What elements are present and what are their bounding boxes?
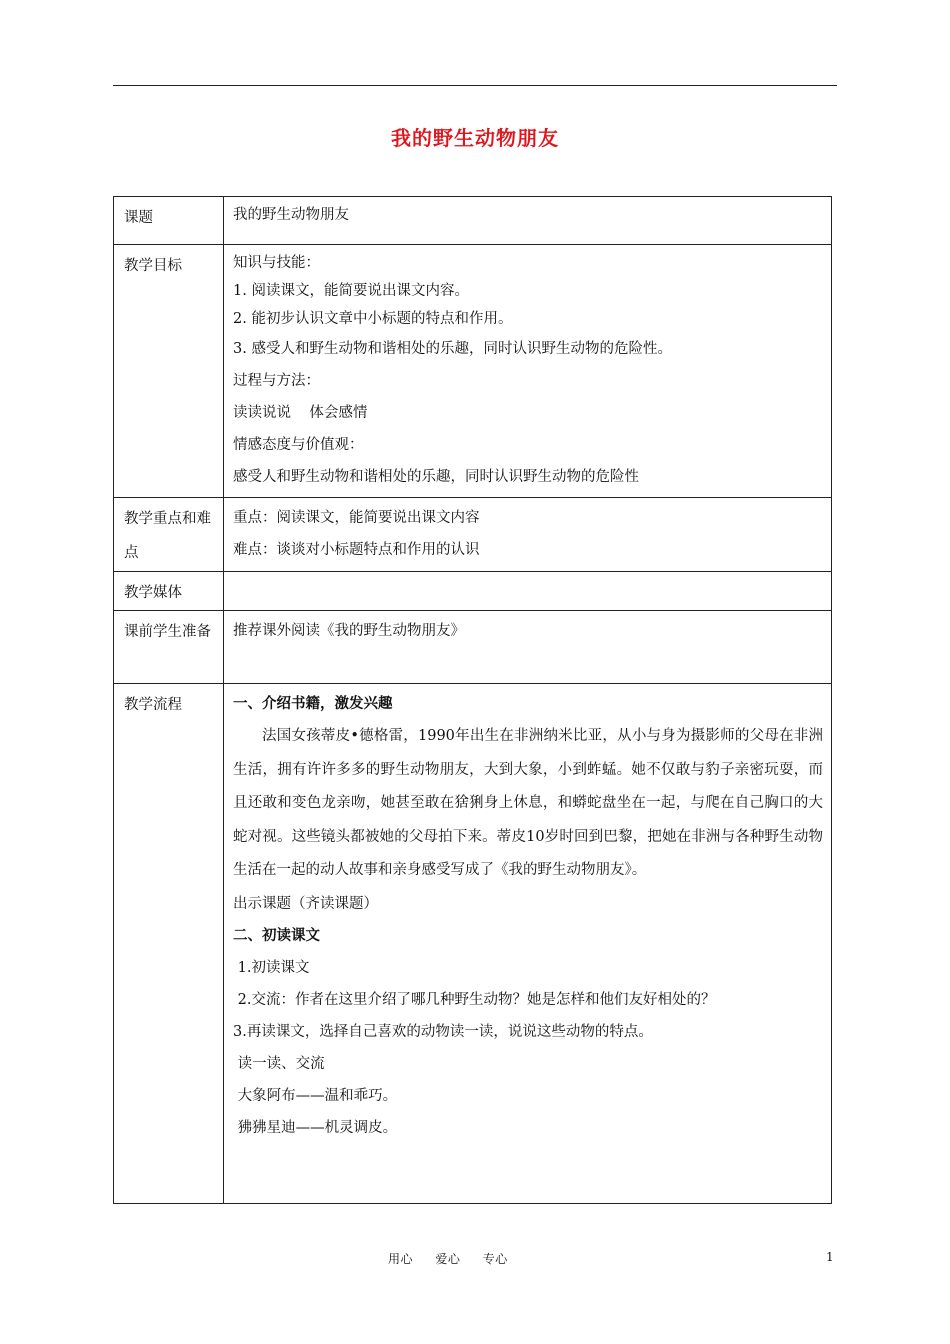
process-line: 3.再读课文，选择自己喜欢的动物读一读，说说这些动物的特点。 [233, 1023, 653, 1040]
topic-text: 我的野生动物朋友 [233, 207, 349, 223]
label-topic: 课题 [114, 197, 224, 245]
table-row-goals [114, 245, 832, 498]
table-row-topic [114, 197, 832, 245]
goal-line: 知识与技能： [233, 255, 320, 271]
focus-line: 重点：阅读课文，能简要说出课文内容 [233, 510, 480, 526]
goal-line: 情感态度与价值观： [233, 437, 364, 453]
table-row-media [114, 572, 832, 611]
footer-word: 专心 [482, 1252, 508, 1266]
section-heading: 二、初读课文 [233, 926, 320, 944]
value-topic [224, 197, 832, 245]
intro-paragraph: 法国女孩蒂皮•德格雷，1990年出生在非洲纳米比亚，从小与身为摄影师的父母在非洲生活，拥有许许多多的野生动物朋友，大到大象，小到蚱蜢。她不仅敢与豹子亲密玩耍，而且还敢和变色龙亲吻，她甚至敢在猞猁身上休息，和蟒蛇盘坐在一起，与爬在自己胸口的大蛇对视。这些镜头都被她的父母拍下来。蒂皮10岁时回到巴黎，把她在非洲与各种野生动物生活在一起的动人故事和亲身感受写成了《我的野生动物朋友》。 [233, 728, 823, 878]
value-process [224, 684, 832, 1204]
table-row-focus [114, 498, 832, 572]
show-topic-line: 出示课题（齐读课题） [233, 895, 378, 912]
footer-word: 用心 [388, 1252, 414, 1266]
label-goals: 教学目标 [114, 245, 224, 498]
process-line: 大象阿布——温和乖巧。 [233, 1087, 398, 1104]
goal-line: 1. 阅读课文，能简要说出课文内容。 [233, 283, 469, 299]
value-focus [224, 498, 832, 572]
value-goals [224, 245, 832, 498]
value-prep [224, 611, 832, 684]
process-line: 狒狒星迪——机灵调皮。 [233, 1119, 398, 1136]
label-prep: 课前学生准备 [114, 611, 224, 684]
footer-word: 爱心 [435, 1252, 461, 1266]
document-title: 我的野生动物朋友 [391, 126, 559, 150]
process-line: 读一读、交流 [233, 1055, 325, 1072]
goal-line: 3. 感受人和野生动物和谐相处的乐趣，同时认识野生动物的危险性。 [233, 341, 672, 357]
prep-text: 推荐课外阅读《我的野生动物朋友》 [233, 623, 465, 639]
label-process: 教学流程 [114, 684, 224, 1204]
lesson-plan-table [113, 196, 832, 1204]
process-line: 2.交流：作者在这里介绍了哪几种野生动物？她是怎样和他们友好相处的？ [233, 991, 716, 1008]
process-line: 1.初读课文 [233, 959, 310, 976]
label-focus: 教学重点和难点 [114, 498, 224, 572]
goal-line: 感受人和野生动物和谐相处的乐趣，同时认识野生动物的危险性 [233, 469, 639, 485]
header-rule [113, 85, 837, 86]
focus-line: 难点：谈谈对小标题特点和作用的认识 [233, 542, 480, 558]
footer-motto [388, 1250, 526, 1267]
label-media: 教学媒体 [114, 572, 224, 611]
value-media [224, 572, 832, 611]
goal-line: 读读说说 体会感情 [233, 405, 368, 421]
table-row-prep [114, 611, 832, 684]
table-row-process [114, 684, 832, 1204]
goal-line: 过程与方法： [233, 373, 320, 389]
page-number: 1 [826, 1250, 834, 1264]
section-heading: 一、介绍书籍，激发兴趣 [233, 695, 393, 712]
goal-line: 2. 能初步认识文章中小标题的特点和作用。 [233, 311, 513, 327]
